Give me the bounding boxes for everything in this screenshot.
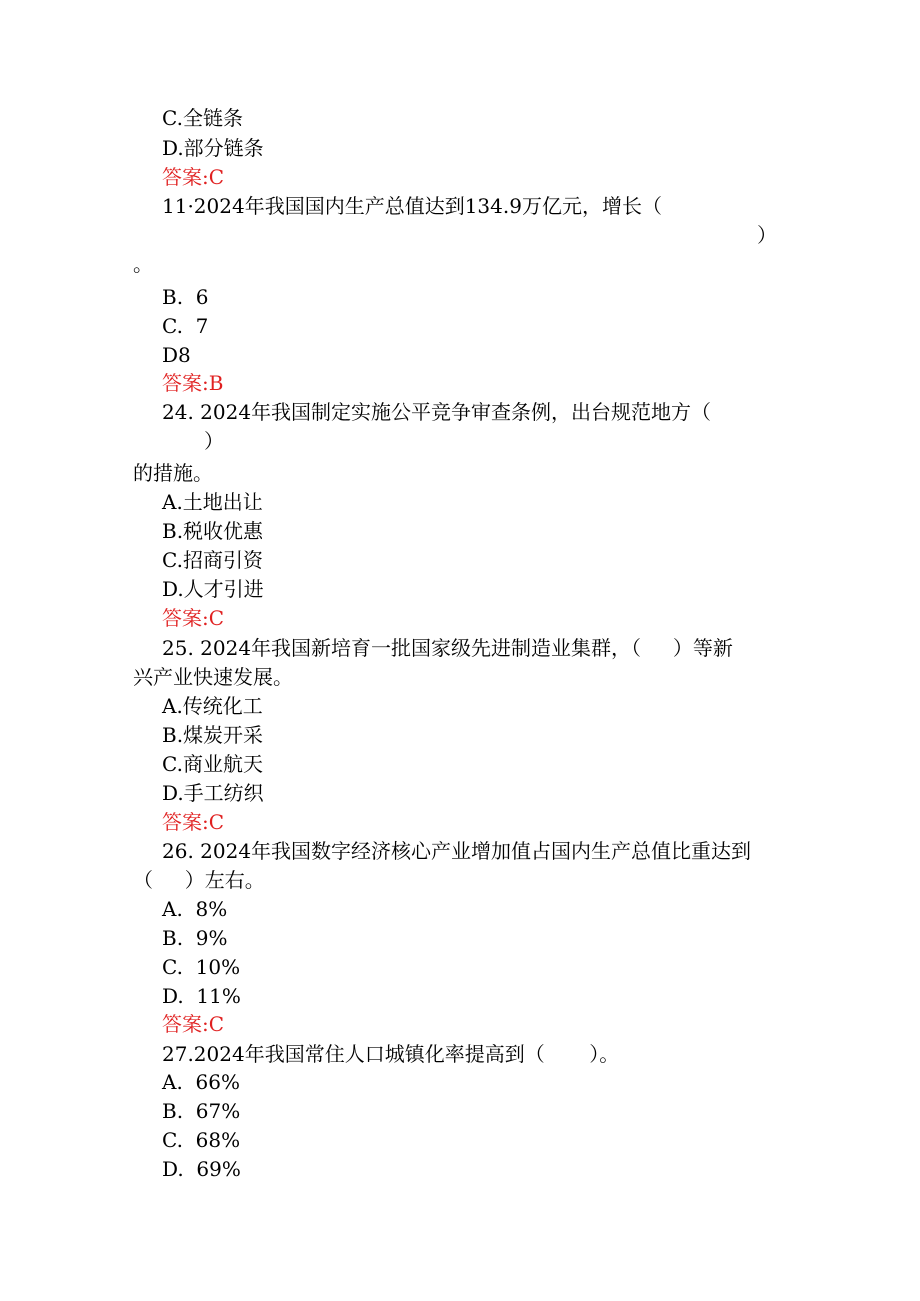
option-c-investment-attraction: C.招商引资 [162, 548, 263, 572]
option-a-traditional-chemicals: A.传统化工 [162, 694, 263, 718]
question-24-ending: 的措施。 [133, 461, 213, 485]
answer-24: 答案:C [162, 606, 225, 630]
option-b-9-percent: B. 9% [162, 926, 228, 950]
option-c-68-percent: C. 68% [162, 1128, 241, 1152]
option-a-land-transfer: A.土地出让 [162, 490, 263, 514]
option-d-talent-introduction: D.人才引进 [162, 577, 264, 601]
option-c-full-chain: C.全链条 [162, 106, 243, 130]
option-c-7: C. 7 [162, 314, 209, 338]
question-24: 24. 2024年我国制定实施公平竞争审查条例，出台规范地方（ [162, 400, 712, 424]
option-d-11-percent: D. 11% [162, 984, 241, 1008]
question-27: 27.2024年我国常住人口城镇化率提高到（ ）。 [162, 1042, 620, 1066]
option-b-6: B. 6 [162, 285, 209, 309]
question-11-ending: 。 [133, 252, 153, 276]
answer-25: 答案:C [162, 810, 225, 834]
answer-26: 答案:C [162, 1012, 225, 1036]
option-a-8-percent: A. 8% [162, 897, 228, 921]
option-a-66-percent: A. 66% [162, 1070, 240, 1094]
option-d-69-percent: D. 69% [162, 1157, 241, 1181]
question-26-ending: （ ）左右。 [133, 868, 265, 892]
option-b-67-percent: B. 67% [162, 1099, 241, 1123]
question-24-closing-paren: ） [204, 429, 224, 453]
question-11: 11·2024年我国国内生产总值达到134.9万亿元，增长（ [162, 194, 662, 218]
question-25-ending: 兴产业快速发展。 [133, 665, 293, 689]
answer-11: 答案:B [162, 371, 224, 395]
question-11-closing-paren: ） [757, 223, 777, 247]
question-26: 26. 2024年我国数字经济核心产业增加值占国内生产总值比重达到 [162, 839, 752, 863]
option-b-coal-mining: B.煤炭开采 [162, 723, 264, 747]
question-25: 25. 2024年我国新培育一批国家级先进制造业集群，（ ）等新 [162, 636, 733, 660]
option-c-commercial-aerospace: C.商业航天 [162, 752, 263, 776]
option-b-tax-incentives: B.税收优惠 [162, 519, 264, 543]
option-d-handicraft-textile: D.手工纺织 [162, 781, 264, 805]
answer-10: 答案:C [162, 165, 225, 189]
option-c-10-percent: C. 10% [162, 955, 241, 979]
option-d-8: D8 [162, 343, 191, 367]
option-d-partial-chain: D.部分链条 [162, 136, 264, 160]
